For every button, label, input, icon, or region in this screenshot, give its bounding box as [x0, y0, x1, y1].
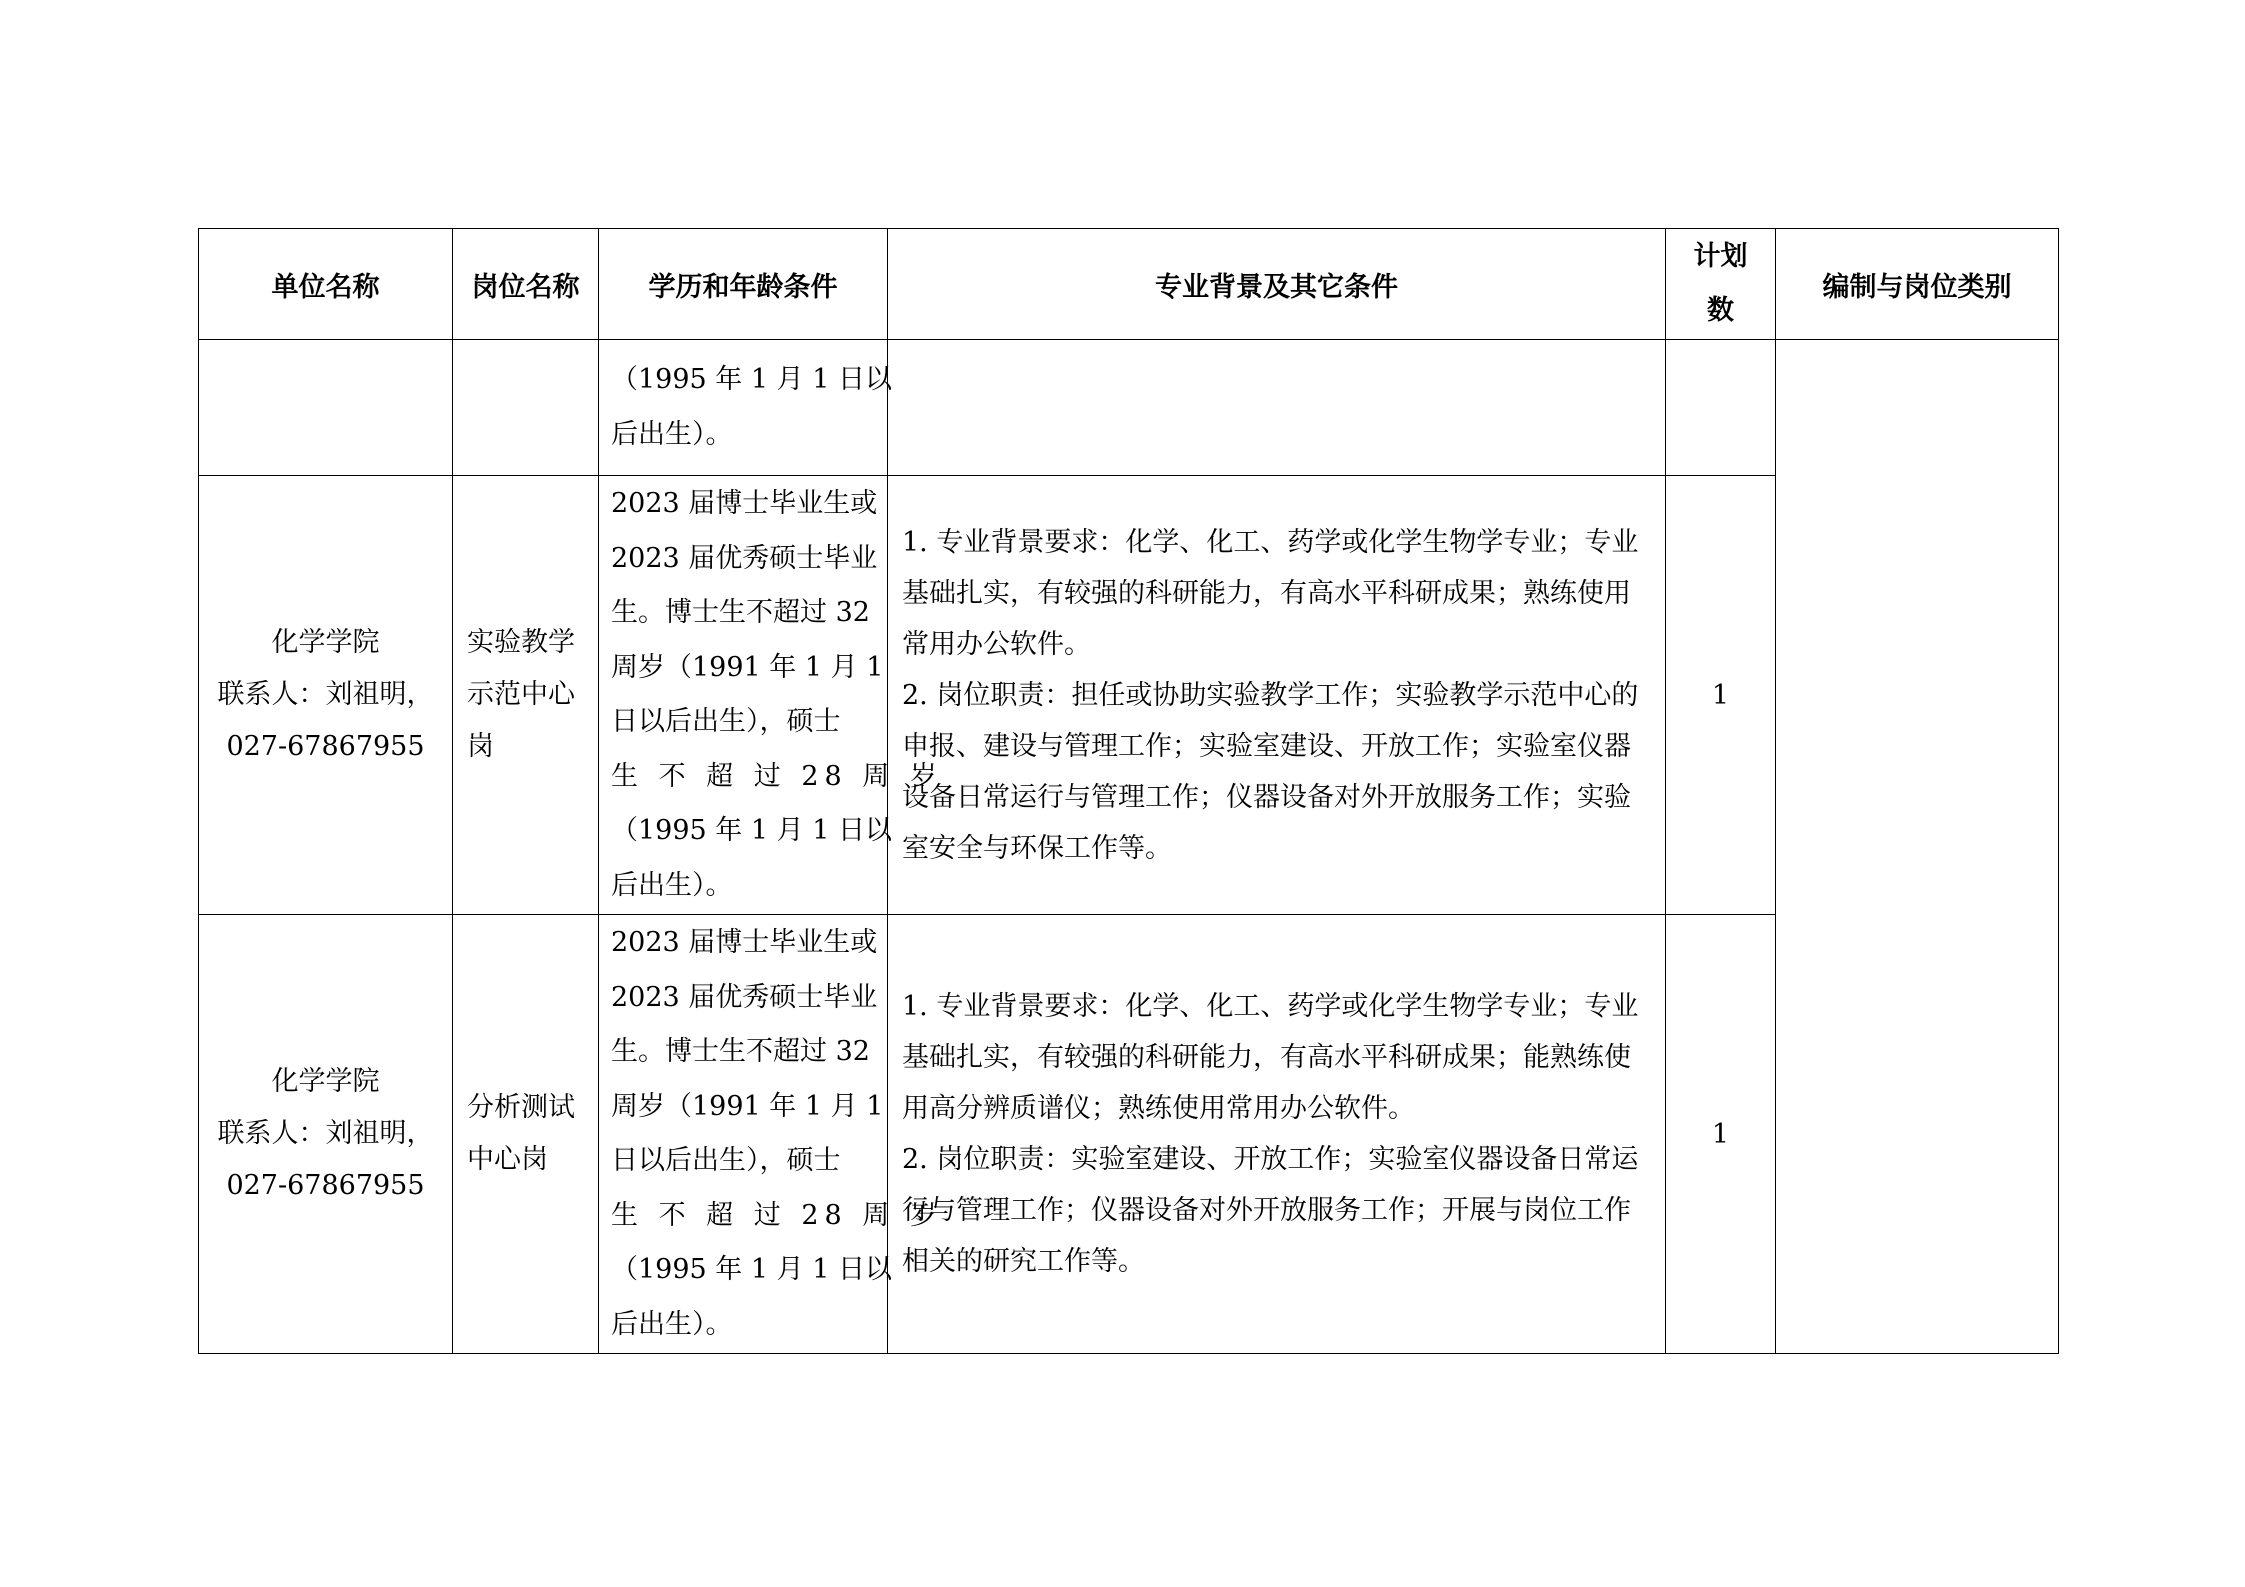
req-line: 1. 专业背景要求：化学、化工、药学或化学生物学专业；专业: [902, 991, 1639, 1022]
header-plan: [1666, 229, 1776, 340]
unit-cell: [199, 915, 453, 1354]
header-category: 编制与岗位类别: [1776, 229, 2059, 340]
plan-cell: 1: [1666, 915, 1776, 1354]
recruitment-table: [198, 228, 2059, 1354]
edu-line: 生。博士生不超过 32: [611, 597, 870, 628]
req-line: 设备日常运行与管理工作；仪器设备对外开放服务工作；实验: [902, 781, 1631, 813]
req-line: 室安全与环保工作等。: [902, 832, 1172, 864]
req-line: 用高分辨质谱仪；熟练使用常用办公软件。: [902, 1093, 1415, 1124]
header-edu: 学历和年龄条件: [599, 229, 888, 340]
req-line: 2. 岗位职责：实验室建设、开放工作；实验室仪器设备日常运: [902, 1144, 1639, 1175]
post-line: 岗: [467, 731, 494, 762]
cont-post-cell: [453, 340, 599, 476]
req-line: 1. 专业背景要求：化学、化工、药学或化学生物学专业；专业: [902, 526, 1639, 558]
unit-name: 化学学院: [271, 627, 380, 658]
header-req: 专业背景及其它条件: [888, 229, 1666, 340]
req-line: 常用办公软件。: [902, 628, 1091, 660]
plan-cell: 1: [1666, 476, 1776, 915]
unit-cell: [199, 476, 453, 915]
post-line: 实验教学: [467, 627, 575, 658]
header-unit: 单位名称: [199, 229, 453, 340]
cont-plan-cell: [1666, 340, 1776, 476]
edu-line: （1995 年 1 月 1 日以: [611, 815, 892, 846]
edu-line: 生 不 超 过 28 周 岁: [611, 1199, 943, 1231]
edu-line: 2023 届优秀硕士毕业: [611, 542, 878, 574]
post-line: 中心岗: [467, 1144, 548, 1175]
post-cell: [453, 476, 599, 915]
edu-line: 后出生）。: [611, 1308, 733, 1340]
contact-person: 联系人：刘祖明，: [217, 1118, 434, 1149]
req-line: 基础扎实，有较强的科研能力，有高水平科研成果；熟练使用: [902, 577, 1631, 609]
req-cell: [888, 915, 1666, 1354]
cont-req-cell: [888, 340, 1666, 476]
post-cell: [453, 915, 599, 1354]
contact-phone: 027-67867955: [226, 731, 425, 762]
req-line: 基础扎实，有较强的科研能力，有高水平科研成果；能熟练使: [902, 1042, 1631, 1073]
edu-cell: [599, 915, 943, 1354]
req-line: 相关的研究工作等。: [902, 1246, 1145, 1277]
header-plan-line2: 数: [1707, 295, 1734, 326]
cont-edu-cell: [599, 340, 892, 476]
edu-line: 2023 届博士毕业生或: [611, 927, 878, 958]
edu-line: 2023 届优秀硕士毕业: [611, 981, 878, 1013]
edu-line: 周岁（1991 年 1 月 1: [611, 1090, 884, 1122]
edu-line: 生 不 超 过 28 周 岁: [611, 760, 943, 792]
edu-line: 日以后出生），硕士: [611, 1145, 841, 1176]
cont-unit-cell: [199, 340, 453, 476]
header-plan-line1: 计划: [1693, 241, 1748, 272]
req-line: 2. 岗位职责：担任或协助实验教学工作；实验教学示范中心的: [902, 679, 1639, 711]
edu-line: 日以后出生），硕士: [611, 706, 841, 737]
edu-line: 后出生）。: [611, 418, 733, 450]
edu-line: 周岁（1991 年 1 月 1: [611, 651, 884, 683]
req-cell: [888, 476, 1666, 915]
header-post: 岗位名称: [453, 229, 599, 340]
edu-cell: [599, 476, 943, 915]
req-line: 申报、建设与管理工作；实验室建设、开放工作；实验室仪器: [902, 730, 1631, 762]
req-line: 行与管理工作；仪器设备对外开放服务工作；开展与岗位工作: [902, 1195, 1631, 1226]
edu-line: 2023 届博士毕业生或: [611, 488, 878, 519]
edu-line: （1995 年 1 月 1 日以: [611, 364, 892, 395]
edu-line: 后出生）。: [611, 869, 733, 901]
contact-phone: 027-67867955: [226, 1170, 425, 1201]
post-line: 分析测试: [467, 1092, 575, 1123]
edu-line: 生。博士生不超过 32: [611, 1036, 870, 1067]
unit-name: 化学学院: [271, 1066, 380, 1097]
category-cell: [1776, 340, 2059, 1354]
post-line: 示范中心: [467, 679, 575, 710]
continuation-row: [199, 340, 2059, 476]
header-row: [199, 229, 2059, 340]
edu-line: （1995 年 1 月 1 日以: [611, 1254, 892, 1285]
contact-person: 联系人：刘祖明，: [217, 679, 434, 710]
